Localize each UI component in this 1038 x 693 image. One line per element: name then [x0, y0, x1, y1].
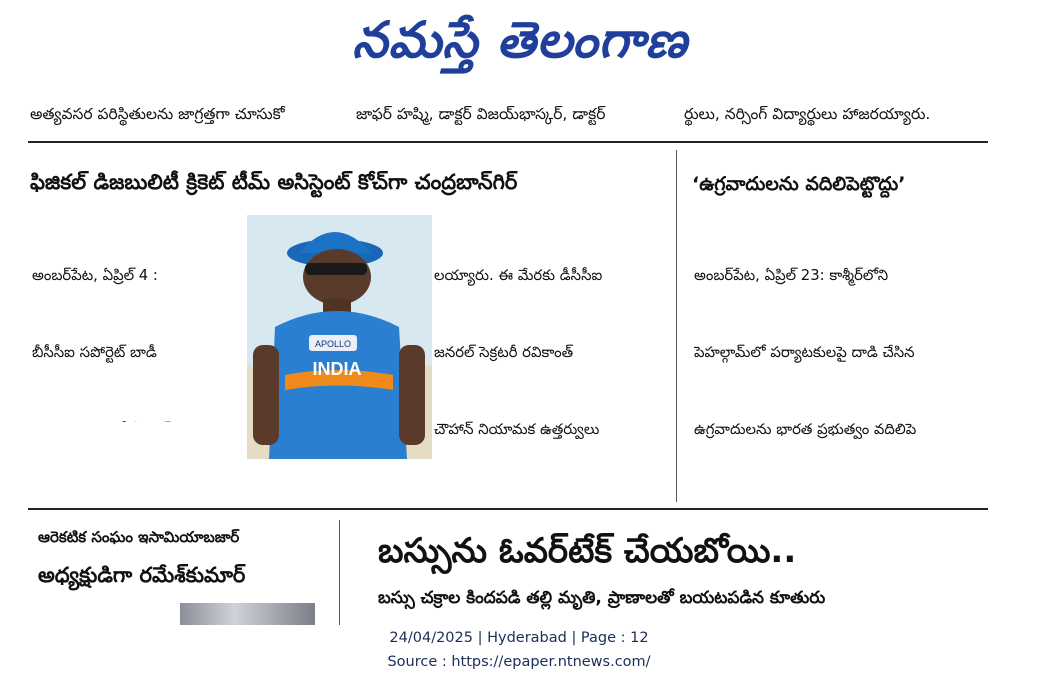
text-line [354, 493, 666, 496]
bottom-left-photo [180, 603, 315, 625]
text-line: బీసీసీఐ సపోర్టెట్ బాడీ [32, 343, 157, 361]
text-line: అంబర్‌పేట, ఏప్రిల్ 23: కాశ్మీర్‌లోని [694, 267, 889, 285]
main-story-col-right-bottom [354, 442, 666, 496]
top-strip-col2: జాఫర్ హష్మి, డాక్టర్ విజయ్‌భాస్కర్, డాక్టర్ [356, 105, 606, 123]
text-line: చౌహాన్ నియామక ఉత్తర్వులు [434, 420, 600, 438]
text-line: అంబర్‌పేట, ఏప్రిల్ 4 : [32, 267, 158, 285]
bottom-right-headline: బస్సును ఓవర్‌టేక్ చేయబోయి.. [378, 531, 797, 571]
photo-badge-text: APOLLO [314, 339, 352, 349]
bottom-right-subhead: బస్సు చక్రాల కిందపడి తల్లి మృతి, ప్రాణాలతో బయటపడిన కూతురు [378, 588, 826, 608]
divider-top [28, 141, 988, 143]
coach-photo [247, 215, 432, 459]
footer-source: Source : https://epaper.ntnews.com/ [387, 654, 651, 670]
divider-bottom [28, 508, 988, 510]
side-story-body [694, 212, 990, 497]
main-story-headline: ఫిజికల్ డిజబులిటీ క్రికెట్ టీమ్ అసిస్టెంట్ కోచ్‌గా చంద్రబాన్‌గిర్ [30, 170, 518, 194]
text-line: పెహల్గామ్‌లో పర్యాటకులపై దాడి చేసిన [694, 343, 915, 361]
side-story-headline: ‘ఉగ్రవాదులను వదిలిపెట్టొద్దు’ [692, 173, 906, 195]
text-line: జనరల్ సెక్రటరీ రవికాంత్ [434, 343, 574, 361]
top-strip-col3: ర్థులు, నర్సింగ్ విద్యార్థులు హాజరయ్యారు. [684, 105, 931, 123]
bottom-left-kicker: ఆరెకటిక సంఘం ఇసామియాబజార్ [38, 528, 240, 546]
main-story-col-left [32, 212, 244, 422]
divider-vertical [676, 150, 677, 502]
bottom-left-headline: అధ్యక్షుడిగా రమేశ్‌కుమార్ [38, 563, 246, 587]
masthead-title: నమస్తే తెలంగాణ [352, 11, 688, 69]
text-line [32, 493, 350, 496]
divider-vertical-bottom [339, 520, 340, 625]
photo-jersey-text: INDIA [312, 359, 362, 379]
text-line [32, 417, 244, 422]
text-line: లయ్యారు. ఈ మేరకు డీసీసీఐ [434, 267, 603, 285]
top-strip-col1: అత్యవసర పరిస్థితులను జాగ్రత్తగా చూసుకో [30, 105, 285, 123]
text-line: ఉగ్రవాదులను భారత ప్రభుత్వం వదిలిపె [694, 420, 917, 438]
footer-dateline: 24/04/2025 | Hyderabad | Page : 12 [389, 630, 649, 646]
text-line [694, 494, 990, 497]
